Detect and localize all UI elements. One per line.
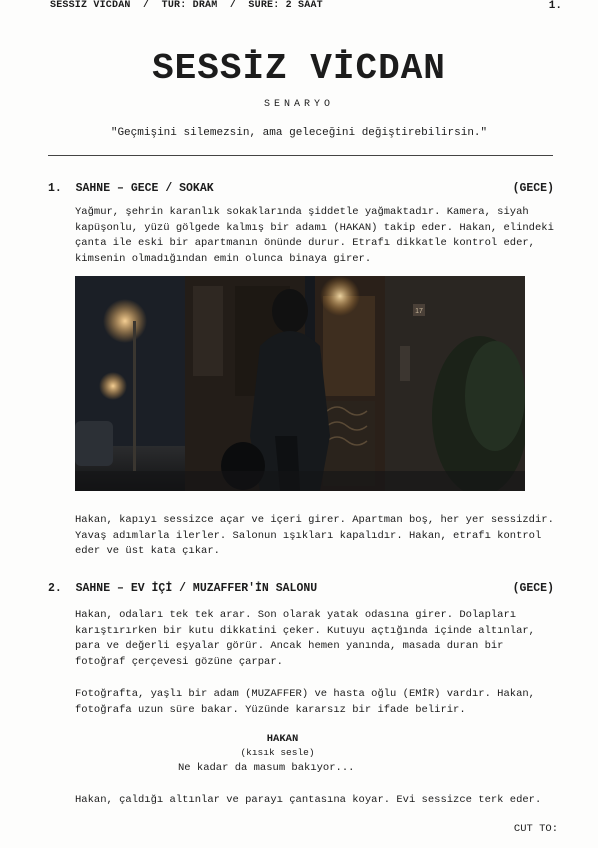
action-paragraph: Fotoğrafta, yaşlı bir adam (MUZAFFER) ve hasta oğlu (EMİR) vardır. Hakan, fotoğrafa uzun süre bakar. Yüzünde kararsız bir ifade belirir. (75, 688, 535, 716)
page-number: 1. (548, 0, 562, 12)
scene-photo (75, 276, 525, 491)
action-paragraph: Hakan, çaldığı altınlar ve parayı çantasına koyar. Evi sessizce terk eder. (75, 794, 542, 806)
transition: CUT TO: (513, 823, 558, 835)
script-title: SESSİZ VİCDAN (152, 48, 446, 89)
action-paragraph: Hakan, odaları tek tek arar. Son olarak yatak odasına girer. Dolapları karıştırırken bir kutu dikkatini çeker. Kutuyu açtığında içinde altınlar, para ve değerli eşyalar görür. Ancak hemen yanında, masada duran bir fotoğraf çerçevesi gözüne çarpar. (75, 609, 535, 668)
scene-heading-2 (48, 582, 554, 595)
script-tagline: "Geçmişini silemezsin, ama geleceğini değiştirebilirsin." (110, 127, 488, 139)
action-paragraph: Hakan, kapıyı sessizce açar ve içeri girer. Apartman boş, her yer sessizdir. Yavaş adımlarla ilerler. Salonun ışıkları kapalıdır. Hakan, etrafı kontrol eder ve üst kata çıkar. (75, 514, 554, 557)
scene-heading-1 (48, 182, 554, 195)
script-subtitle: SENARYO (263, 99, 334, 110)
dialogue-line: Ne kadar da masum bakıyor... (178, 762, 355, 774)
door-number: 17 (415, 308, 423, 315)
scene-time: (GECE) (512, 582, 554, 595)
title-divider (48, 155, 553, 156)
scene-time: (GECE) (512, 182, 554, 195)
action-paragraph: Yağmur, şehrin karanlık sokaklarında şiddetle yağmaktadır. Kamera, siyah kapüşonlu, yüzü gölgede kalmış bir adamı (HAKAN) takip eder. Hakan, elindeki çanta ile eski bir apartmanın önünde durur. Etrafı dikkatle kontrol eder, kimsenin olmadığından emin olunca binaya girer. (75, 206, 554, 265)
scene-heading-text: 2. SAHNE – EV İÇİ / MUZAFFER'İN SALONU (48, 582, 318, 595)
parenthetical: (kısık sesle) (240, 747, 315, 758)
character-name: HAKAN (266, 733, 299, 745)
scene-heading-text: 1. SAHNE – GECE / SOKAK (48, 182, 214, 195)
running-header: SESSİZ VİCDAN / TÜR: DRAM / SÜRE: 2 SAAT (50, 0, 323, 11)
